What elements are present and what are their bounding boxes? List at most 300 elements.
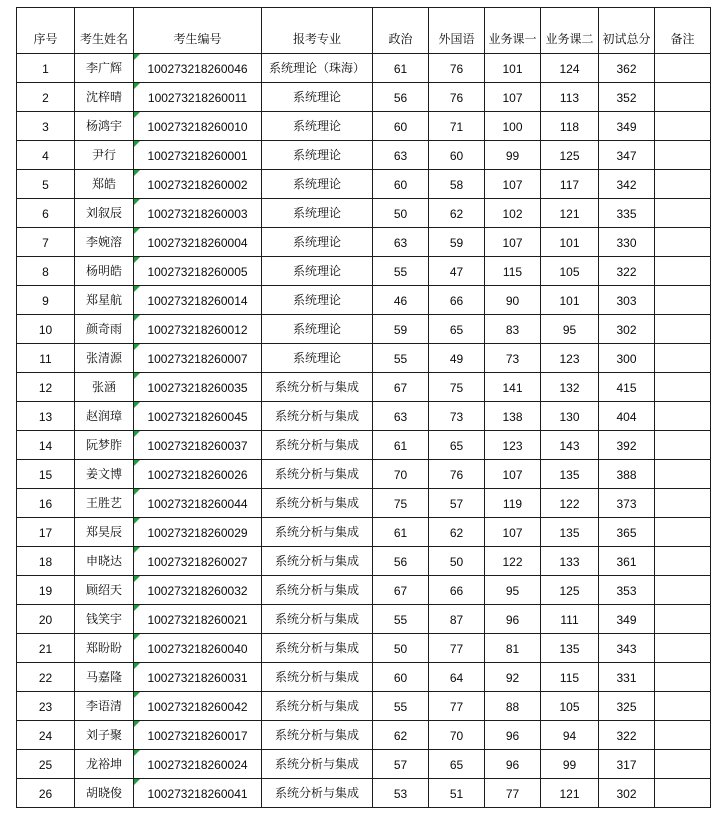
cell-candidate-id[interactable]: 100273218260004 — [134, 228, 262, 257]
cell-course2-score[interactable]: 101 — [541, 228, 599, 257]
cell-major[interactable]: 系统理论 — [262, 315, 373, 344]
cell-serial[interactable]: 2 — [17, 83, 75, 112]
cell-course1-score[interactable]: 99 — [485, 141, 541, 170]
cell-major[interactable]: 系统分析与集成 — [262, 692, 373, 721]
cell-major[interactable]: 系统分析与集成 — [262, 605, 373, 634]
cell-course2-score[interactable]: 101 — [541, 286, 599, 315]
cell-politics-score[interactable]: 57 — [373, 750, 429, 779]
cell-candidate-id[interactable]: 100273218260026 — [134, 460, 262, 489]
cell-candidate-id[interactable]: 100273218260040 — [134, 634, 262, 663]
cell-candidate-id[interactable]: 100273218260037 — [134, 431, 262, 460]
cell-major[interactable]: 系统理论 — [262, 112, 373, 141]
cell-politics-score[interactable]: 61 — [373, 518, 429, 547]
cell-total-score[interactable]: 373 — [599, 489, 655, 518]
cell-remark[interactable] — [655, 489, 711, 518]
cell-politics-score[interactable]: 56 — [373, 547, 429, 576]
cell-foreign-language-score[interactable]: 60 — [429, 141, 485, 170]
cell-candidate-id[interactable]: 100273218260011 — [134, 83, 262, 112]
cell-major[interactable]: 系统理论 — [262, 344, 373, 373]
cell-total-score[interactable]: 342 — [599, 170, 655, 199]
cell-foreign-language-score[interactable]: 65 — [429, 431, 485, 460]
number-stored-as-text-indicator-icon — [134, 750, 140, 756]
cell-serial[interactable]: 26 — [17, 779, 75, 808]
cell-politics-score[interactable]: 75 — [373, 489, 429, 518]
cell-course2-score[interactable]: 143 — [541, 431, 599, 460]
cell-course2-score[interactable]: 105 — [541, 257, 599, 286]
cell-politics-score[interactable]: 63 — [373, 228, 429, 257]
cell-politics-score[interactable]: 70 — [373, 460, 429, 489]
cell-foreign-language-score[interactable]: 76 — [429, 54, 485, 83]
cell-remark[interactable] — [655, 257, 711, 286]
col-header-serial: 序号 — [17, 8, 75, 54]
cell-remark[interactable] — [655, 170, 711, 199]
cell-foreign-language-score[interactable]: 62 — [429, 518, 485, 547]
cell-total-score[interactable]: 325 — [599, 692, 655, 721]
cell-candidate-name[interactable]: 李语清 — [75, 692, 134, 721]
cell-foreign-language-score[interactable]: 73 — [429, 402, 485, 431]
cell-course1-score[interactable]: 100 — [485, 112, 541, 141]
cell-foreign-language-score[interactable]: 50 — [429, 547, 485, 576]
cell-total-score[interactable]: 303 — [599, 286, 655, 315]
number-stored-as-text-indicator-icon — [134, 663, 140, 669]
cell-course2-score[interactable]: 121 — [541, 779, 599, 808]
cell-course2-score[interactable]: 123 — [541, 344, 599, 373]
cell-remark[interactable] — [655, 460, 711, 489]
cell-course1-score[interactable]: 107 — [485, 460, 541, 489]
table-row — [17, 228, 711, 257]
cell-total-score[interactable]: 349 — [599, 605, 655, 634]
cell-total-score[interactable]: 335 — [599, 199, 655, 228]
cell-candidate-id[interactable]: 100273218260014 — [134, 286, 262, 315]
cell-candidate-id[interactable]: 100273218260003 — [134, 199, 262, 228]
cell-politics-score[interactable]: 55 — [373, 257, 429, 286]
cell-serial[interactable]: 6 — [17, 199, 75, 228]
cell-course2-score[interactable]: 121 — [541, 199, 599, 228]
cell-total-score[interactable]: 322 — [599, 721, 655, 750]
cell-course1-score[interactable]: 107 — [485, 518, 541, 547]
cell-candidate-name[interactable]: 尹行 — [75, 141, 134, 170]
table-row — [17, 286, 711, 315]
cell-remark[interactable] — [655, 141, 711, 170]
table-row — [17, 750, 711, 779]
cell-candidate-id[interactable]: 100273218260005 — [134, 257, 262, 286]
cell-foreign-language-score[interactable]: 62 — [429, 199, 485, 228]
cell-candidate-name[interactable]: 钱笑宇 — [75, 605, 134, 634]
cell-course2-score[interactable]: 124 — [541, 54, 599, 83]
table-row — [17, 315, 711, 344]
cell-course2-score[interactable]: 122 — [541, 489, 599, 518]
cell-major[interactable]: 系统理论 — [262, 199, 373, 228]
cell-course1-score[interactable]: 96 — [485, 605, 541, 634]
cell-total-score[interactable]: 317 — [599, 750, 655, 779]
cell-major[interactable]: 系统理论 — [262, 83, 373, 112]
cell-candidate-id[interactable]: 100273218260027 — [134, 547, 262, 576]
cell-candidate-id[interactable]: 100273218260007 — [134, 344, 262, 373]
cell-politics-score[interactable]: 50 — [373, 199, 429, 228]
cell-total-score[interactable]: 330 — [599, 228, 655, 257]
cell-course1-score[interactable]: 77 — [485, 779, 541, 808]
cell-candidate-id[interactable]: 100273218260017 — [134, 721, 262, 750]
cell-candidate-id[interactable]: 100273218260012 — [134, 315, 262, 344]
cell-course2-score[interactable]: 115 — [541, 663, 599, 692]
cell-remark[interactable] — [655, 518, 711, 547]
number-stored-as-text-indicator-icon — [134, 779, 140, 785]
cell-course1-score[interactable]: 92 — [485, 663, 541, 692]
cell-total-score[interactable]: 415 — [599, 373, 655, 402]
cell-candidate-name[interactable]: 刘子聚 — [75, 721, 134, 750]
cell-politics-score[interactable]: 63 — [373, 141, 429, 170]
cell-foreign-language-score[interactable]: 77 — [429, 692, 485, 721]
cell-serial[interactable]: 24 — [17, 721, 75, 750]
cell-candidate-name[interactable]: 龙裕坤 — [75, 750, 134, 779]
table-row — [17, 460, 711, 489]
cell-major[interactable]: 系统分析与集成 — [262, 518, 373, 547]
cell-candidate-id[interactable]: 100273218260041 — [134, 779, 262, 808]
cell-course2-score[interactable]: 95 — [541, 315, 599, 344]
cell-course1-score[interactable]: 123 — [485, 431, 541, 460]
cell-course1-score[interactable]: 96 — [485, 750, 541, 779]
cell-serial[interactable]: 9 — [17, 286, 75, 315]
col-header-total-score: 初试总分 — [599, 8, 655, 54]
cell-serial[interactable]: 19 — [17, 576, 75, 605]
cell-major[interactable]: 系统理论（珠海） — [262, 54, 373, 83]
cell-remark[interactable] — [655, 402, 711, 431]
table-row — [17, 83, 711, 112]
cell-major[interactable]: 系统分析与集成 — [262, 721, 373, 750]
cell-serial[interactable]: 22 — [17, 663, 75, 692]
cell-foreign-language-score[interactable]: 57 — [429, 489, 485, 518]
number-stored-as-text-indicator-icon — [134, 199, 140, 205]
number-stored-as-text-indicator-icon — [134, 344, 140, 350]
cell-course2-score[interactable]: 132 — [541, 373, 599, 402]
table-row — [17, 779, 711, 808]
cell-remark[interactable] — [655, 692, 711, 721]
cell-politics-score[interactable]: 55 — [373, 605, 429, 634]
cell-politics-score[interactable]: 63 — [373, 402, 429, 431]
cell-candidate-name[interactable]: 王胜艺 — [75, 489, 134, 518]
table-row — [17, 634, 711, 663]
cell-total-score[interactable]: 322 — [599, 257, 655, 286]
cell-candidate-id[interactable]: 100273218260044 — [134, 489, 262, 518]
cell-candidate-id[interactable]: 100273218260010 — [134, 112, 262, 141]
cell-politics-score[interactable]: 60 — [373, 112, 429, 141]
cell-candidate-name[interactable]: 阮梦胙 — [75, 431, 134, 460]
cell-major[interactable]: 系统分析与集成 — [262, 779, 373, 808]
cell-serial[interactable]: 11 — [17, 344, 75, 373]
cell-serial[interactable]: 21 — [17, 634, 75, 663]
cell-candidate-name[interactable]: 申晓达 — [75, 547, 134, 576]
cell-candidate-id[interactable]: 100273218260035 — [134, 373, 262, 402]
cell-candidate-id[interactable]: 100273218260002 — [134, 170, 262, 199]
cell-total-score[interactable]: 300 — [599, 344, 655, 373]
table-row — [17, 518, 711, 547]
cell-course2-score[interactable]: 130 — [541, 402, 599, 431]
cell-total-score[interactable]: 349 — [599, 112, 655, 141]
table-row — [17, 663, 711, 692]
cell-candidate-id[interactable]: 100273218260029 — [134, 518, 262, 547]
cell-course2-score[interactable]: 125 — [541, 576, 599, 605]
cell-total-score[interactable]: 361 — [599, 547, 655, 576]
cell-serial[interactable]: 12 — [17, 373, 75, 402]
cell-candidate-name[interactable]: 郑星航 — [75, 286, 134, 315]
number-stored-as-text-indicator-icon — [134, 141, 140, 147]
cell-candidate-name[interactable]: 赵润璋 — [75, 402, 134, 431]
cell-politics-score[interactable]: 59 — [373, 315, 429, 344]
cell-candidate-name[interactable]: 颜奇雨 — [75, 315, 134, 344]
cell-course2-score[interactable]: 125 — [541, 141, 599, 170]
cell-foreign-language-score[interactable]: 65 — [429, 315, 485, 344]
cell-candidate-name[interactable]: 杨明皓 — [75, 257, 134, 286]
cell-major[interactable]: 系统理论 — [262, 286, 373, 315]
cell-total-score[interactable]: 331 — [599, 663, 655, 692]
cell-serial[interactable]: 14 — [17, 431, 75, 460]
cell-foreign-language-score[interactable]: 66 — [429, 576, 485, 605]
cell-politics-score[interactable]: 67 — [373, 373, 429, 402]
cell-remark[interactable] — [655, 634, 711, 663]
cell-course1-score[interactable]: 73 — [485, 344, 541, 373]
spreadsheet-sheet — [16, 7, 711, 808]
cell-serial[interactable]: 15 — [17, 460, 75, 489]
cell-course1-score[interactable]: 88 — [485, 692, 541, 721]
cell-major[interactable]: 系统理论 — [262, 257, 373, 286]
col-header-course1: 业务课一 — [485, 8, 541, 54]
cell-course1-score[interactable]: 119 — [485, 489, 541, 518]
cell-foreign-language-score[interactable]: 49 — [429, 344, 485, 373]
cell-politics-score[interactable]: 56 — [373, 83, 429, 112]
cell-remark[interactable] — [655, 54, 711, 83]
cell-course1-score[interactable]: 90 — [485, 286, 541, 315]
cell-politics-score[interactable]: 67 — [373, 576, 429, 605]
table-row — [17, 54, 711, 83]
number-stored-as-text-indicator-icon — [134, 576, 140, 582]
cell-course2-score[interactable]: 135 — [541, 634, 599, 663]
cell-major[interactable]: 系统分析与集成 — [262, 663, 373, 692]
cell-course2-score[interactable]: 105 — [541, 692, 599, 721]
cell-course1-score[interactable]: 102 — [485, 199, 541, 228]
cell-major[interactable]: 系统理论 — [262, 141, 373, 170]
cell-serial[interactable]: 3 — [17, 112, 75, 141]
cell-foreign-language-score[interactable]: 51 — [429, 779, 485, 808]
cell-serial[interactable]: 25 — [17, 750, 75, 779]
cell-foreign-language-score[interactable]: 47 — [429, 257, 485, 286]
cell-candidate-name[interactable]: 胡晓俊 — [75, 779, 134, 808]
cell-foreign-language-score[interactable]: 76 — [429, 460, 485, 489]
table-row — [17, 112, 711, 141]
cell-total-score[interactable]: 388 — [599, 460, 655, 489]
cell-politics-score[interactable]: 46 — [373, 286, 429, 315]
cell-remark[interactable] — [655, 228, 711, 257]
cell-politics-score[interactable]: 55 — [373, 692, 429, 721]
cell-course2-score[interactable]: 111 — [541, 605, 599, 634]
cell-politics-score[interactable]: 62 — [373, 721, 429, 750]
cell-major[interactable]: 系统分析与集成 — [262, 750, 373, 779]
cell-candidate-id[interactable]: 100273218260024 — [134, 750, 262, 779]
cell-candidate-id[interactable]: 100273218260032 — [134, 576, 262, 605]
cell-candidate-name[interactable]: 张涵 — [75, 373, 134, 402]
cell-major[interactable]: 系统理论 — [262, 170, 373, 199]
cell-major[interactable]: 系统分析与集成 — [262, 547, 373, 576]
cell-remark[interactable] — [655, 112, 711, 141]
cell-course2-score[interactable]: 117 — [541, 170, 599, 199]
cell-politics-score[interactable]: 53 — [373, 779, 429, 808]
col-header-candidate-id: 考生编号 — [134, 8, 262, 54]
cell-remark[interactable] — [655, 431, 711, 460]
number-stored-as-text-indicator-icon — [134, 373, 140, 379]
cell-course1-score[interactable]: 81 — [485, 634, 541, 663]
cell-politics-score[interactable]: 60 — [373, 663, 429, 692]
cell-course1-score[interactable]: 107 — [485, 170, 541, 199]
cell-candidate-name[interactable]: 沈梓晴 — [75, 83, 134, 112]
cell-serial[interactable]: 13 — [17, 402, 75, 431]
cell-candidate-name[interactable]: 李婉溶 — [75, 228, 134, 257]
cell-serial[interactable]: 8 — [17, 257, 75, 286]
number-stored-as-text-indicator-icon — [134, 431, 140, 437]
cell-serial[interactable]: 5 — [17, 170, 75, 199]
cell-major[interactable]: 系统分析与集成 — [262, 460, 373, 489]
cell-remark[interactable] — [655, 576, 711, 605]
cell-serial[interactable]: 16 — [17, 489, 75, 518]
cell-politics-score[interactable]: 55 — [373, 344, 429, 373]
cell-course1-score[interactable]: 96 — [485, 721, 541, 750]
cell-serial[interactable]: 17 — [17, 518, 75, 547]
table-row — [17, 373, 711, 402]
cell-remark[interactable] — [655, 344, 711, 373]
cell-serial[interactable]: 23 — [17, 692, 75, 721]
cell-remark[interactable] — [655, 779, 711, 808]
cell-total-score[interactable]: 302 — [599, 315, 655, 344]
number-stored-as-text-indicator-icon — [134, 721, 140, 727]
number-stored-as-text-indicator-icon — [134, 518, 140, 524]
cell-total-score[interactable]: 365 — [599, 518, 655, 547]
cell-remark[interactable] — [655, 286, 711, 315]
cell-candidate-name[interactable]: 顾绍天 — [75, 576, 134, 605]
cell-candidate-id[interactable]: 100273218260001 — [134, 141, 262, 170]
cell-remark[interactable] — [655, 605, 711, 634]
cell-candidate-name[interactable]: 马嘉隆 — [75, 663, 134, 692]
cell-remark[interactable] — [655, 83, 711, 112]
cell-course1-score[interactable]: 107 — [485, 83, 541, 112]
cell-foreign-language-score[interactable]: 70 — [429, 721, 485, 750]
cell-total-score[interactable]: 362 — [599, 54, 655, 83]
cell-candidate-name[interactable]: 刘叙辰 — [75, 199, 134, 228]
cell-serial[interactable]: 20 — [17, 605, 75, 634]
cell-remark[interactable] — [655, 750, 711, 779]
col-header-course2: 业务课二 — [541, 8, 599, 54]
cell-politics-score[interactable]: 61 — [373, 54, 429, 83]
cell-candidate-id[interactable]: 100273218260031 — [134, 663, 262, 692]
cell-foreign-language-score[interactable]: 58 — [429, 170, 485, 199]
cell-major[interactable]: 系统分析与集成 — [262, 634, 373, 663]
cell-foreign-language-score[interactable]: 66 — [429, 286, 485, 315]
cell-serial[interactable]: 1 — [17, 54, 75, 83]
cell-total-score[interactable]: 352 — [599, 83, 655, 112]
cell-candidate-name[interactable]: 郑皓 — [75, 170, 134, 199]
cell-course1-score[interactable]: 101 — [485, 54, 541, 83]
table-row — [17, 141, 711, 170]
cell-remark[interactable] — [655, 373, 711, 402]
cell-serial[interactable]: 7 — [17, 228, 75, 257]
cell-candidate-name[interactable]: 杨鸿宇 — [75, 112, 134, 141]
cell-major[interactable]: 系统理论 — [262, 228, 373, 257]
cell-foreign-language-score[interactable]: 59 — [429, 228, 485, 257]
cell-foreign-language-score[interactable]: 64 — [429, 663, 485, 692]
cell-course2-score[interactable]: 135 — [541, 518, 599, 547]
cell-serial[interactable]: 10 — [17, 315, 75, 344]
cell-course1-score[interactable]: 95 — [485, 576, 541, 605]
cell-major[interactable]: 系统分析与集成 — [262, 373, 373, 402]
cell-course2-score[interactable]: 135 — [541, 460, 599, 489]
cell-course2-score[interactable]: 99 — [541, 750, 599, 779]
exam-results-table — [16, 7, 711, 808]
cell-candidate-id[interactable]: 100273218260046 — [134, 54, 262, 83]
cell-major[interactable]: 系统分析与集成 — [262, 489, 373, 518]
cell-foreign-language-score[interactable]: 87 — [429, 605, 485, 634]
cell-course2-score[interactable]: 94 — [541, 721, 599, 750]
number-stored-as-text-indicator-icon — [134, 402, 140, 408]
cell-remark[interactable] — [655, 547, 711, 576]
cell-total-score[interactable]: 353 — [599, 576, 655, 605]
cell-remark[interactable] — [655, 199, 711, 228]
cell-total-score[interactable]: 404 — [599, 402, 655, 431]
cell-major[interactable]: 系统分析与集成 — [262, 431, 373, 460]
cell-candidate-name[interactable]: 李广辉 — [75, 54, 134, 83]
cell-course1-score[interactable]: 138 — [485, 402, 541, 431]
cell-course1-score[interactable]: 107 — [485, 228, 541, 257]
cell-candidate-id[interactable]: 100273218260021 — [134, 605, 262, 634]
cell-candidate-name[interactable]: 郑昊辰 — [75, 518, 134, 547]
cell-course1-score[interactable]: 83 — [485, 315, 541, 344]
cell-total-score[interactable]: 392 — [599, 431, 655, 460]
cell-course1-score[interactable]: 122 — [485, 547, 541, 576]
cell-total-score[interactable]: 347 — [599, 141, 655, 170]
cell-foreign-language-score[interactable]: 75 — [429, 373, 485, 402]
cell-serial[interactable]: 18 — [17, 547, 75, 576]
header-row — [17, 8, 711, 54]
cell-foreign-language-score[interactable]: 65 — [429, 750, 485, 779]
cell-candidate-id[interactable]: 100273218260042 — [134, 692, 262, 721]
cell-remark[interactable] — [655, 663, 711, 692]
number-stored-as-text-indicator-icon — [134, 547, 140, 553]
cell-major[interactable]: 系统分析与集成 — [262, 576, 373, 605]
cell-course2-score[interactable]: 133 — [541, 547, 599, 576]
cell-foreign-language-score[interactable]: 71 — [429, 112, 485, 141]
cell-politics-score[interactable]: 60 — [373, 170, 429, 199]
cell-politics-score[interactable]: 50 — [373, 634, 429, 663]
number-stored-as-text-indicator-icon — [134, 228, 140, 234]
cell-remark[interactable] — [655, 721, 711, 750]
number-stored-as-text-indicator-icon — [134, 634, 140, 640]
number-stored-as-text-indicator-icon — [134, 257, 140, 263]
cell-course1-score[interactable]: 115 — [485, 257, 541, 286]
cell-course2-score[interactable]: 113 — [541, 83, 599, 112]
cell-serial[interactable]: 4 — [17, 141, 75, 170]
cell-total-score[interactable]: 343 — [599, 634, 655, 663]
cell-course2-score[interactable]: 118 — [541, 112, 599, 141]
number-stored-as-text-indicator-icon — [134, 54, 140, 60]
table-row — [17, 692, 711, 721]
cell-remark[interactable] — [655, 315, 711, 344]
cell-course1-score[interactable]: 141 — [485, 373, 541, 402]
cell-total-score[interactable]: 302 — [599, 779, 655, 808]
cell-candidate-id[interactable]: 100273218260045 — [134, 402, 262, 431]
cell-politics-score[interactable]: 61 — [373, 431, 429, 460]
cell-candidate-name[interactable]: 郑盼盼 — [75, 634, 134, 663]
cell-major[interactable]: 系统分析与集成 — [262, 402, 373, 431]
cell-foreign-language-score[interactable]: 76 — [429, 83, 485, 112]
cell-candidate-name[interactable]: 姜文博 — [75, 460, 134, 489]
cell-candidate-name[interactable]: 张清源 — [75, 344, 134, 373]
cell-foreign-language-score[interactable]: 77 — [429, 634, 485, 663]
